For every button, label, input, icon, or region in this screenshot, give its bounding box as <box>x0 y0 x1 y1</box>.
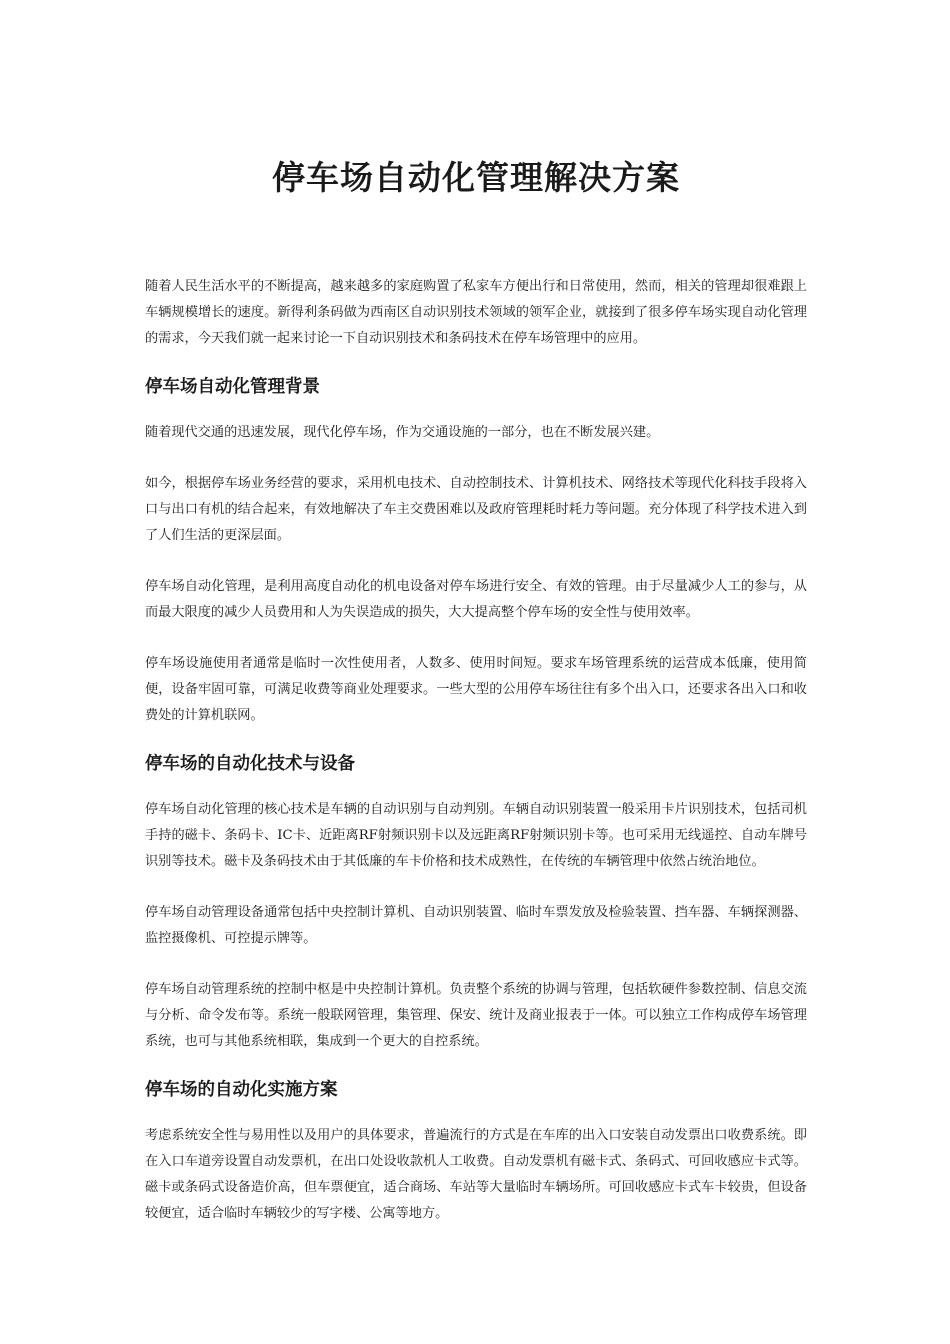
section-heading: 停车场自动化管理背景 <box>145 377 320 397</box>
body-paragraph: 停车场设施使用者通常是临时一次性使用者，人数多、使用时间短。要求车场管理系统的运营成本低廉，使用简便，设备牢固可靠，可满足收费等商业处理要求。一些大型的公用停车场往往有多个出入口，还要求各出入口和收费处的计算机联网。 <box>145 656 807 723</box>
body-paragraph: 考虑系统安全性与易用性以及用户的具体要求，普遍流行的方式是在车库的出入口安装自动发票出口收费系统。即在入口车道旁设置自动发票机，在出口处设收款机人工收费。自动发票机有磁卡式、条码式、可回收感应卡式等。磁卡或条码式设备造价高，但车票便宜，适合商场、车站等大量临时车辆场所。可回收感应卡式车卡较贵，但设备较便宜，适合临时车辆较少的写字楼、公寓等地方。 <box>145 1128 807 1221</box>
section-technology <box>145 749 807 1055</box>
section-heading: 停车场的自动化技术与设备 <box>145 754 355 774</box>
body-paragraph: 停车场自动管理设备通常包括中央控制计算机、自动识别装置、临时车票发放及检验装置、挡车器、车辆探测器、监控摄像机、可控提示牌等。 <box>145 905 807 946</box>
section-heading: 停车场的自动化实施方案 <box>145 1080 338 1100</box>
intro-block <box>145 274 807 352</box>
section-implementation <box>145 1075 807 1227</box>
section-background <box>145 372 807 729</box>
body-paragraph: 停车场自动管理系统的控制中枢是中央控制计算机。负责整个系统的协调与管理，包括软硬件参数控制、信息交流与分析、命令发布等。系统一般联网管理，集管理、保安、统计及商业报表于一体。可以独立工作构成停车场管理系统，也可与其他系统相联，集成到一个更大的自控系统。 <box>145 982 807 1049</box>
body-paragraph: 随着现代交通的迅速发展，现代化停车场，作为交通设施的一部分，也在不断发展兴建。 <box>145 425 660 440</box>
body-paragraph: 停车场自动化管理，是利用高度自动化的机电设备对停车场进行安全、有效的管理。由于尽量减少人工的参与，从而最大限度的减少人员费用和人为失误造成的损失，大大提高整个停车场的安全性与使用效率。 <box>145 579 807 620</box>
document-title: 停车场自动化管理解决方案 <box>272 158 680 197</box>
body-paragraph: 如今，根据停车场业务经营的要求，采用机电技术、自动控制技术、计算机技术、网络技术等现代化科技手段将入口与出口有机的结合起来，有效地解决了车主交费困难以及政府管理耗时耗力等问题。充分体现了科学技术进入到了人们生活的更深层面。 <box>145 476 807 543</box>
intro-paragraph: 随着人民生活水平的不断提高，越来越多的家庭购置了私家车方便出行和日常使用，然而，相关的管理却很难跟上车辆规模增长的速度。新得利条码做为西南区自动识别技术领域的领军企业，就接到了很多停车场实现自动化管理的需求，今天我们就一起来讨论一下自动识别技术和条码技术在停车场管理中的应用。 <box>145 279 807 346</box>
body-paragraph: 停车场自动化管理的核心技术是车辆的自动识别与自动判别。车辆自动识别装置一般采用卡片识别技术，包括司机手持的磁卡、条码卡、IC卡、近距离RF射频识别卡以及远距离RF射频识别卡等。也可采用无线遥控、自动车牌号识别等技术。磁卡及条码技术由于其低廉的车卡价格和技术成熟性，在传统的车辆管理中依然占统治地位。 <box>145 802 807 869</box>
